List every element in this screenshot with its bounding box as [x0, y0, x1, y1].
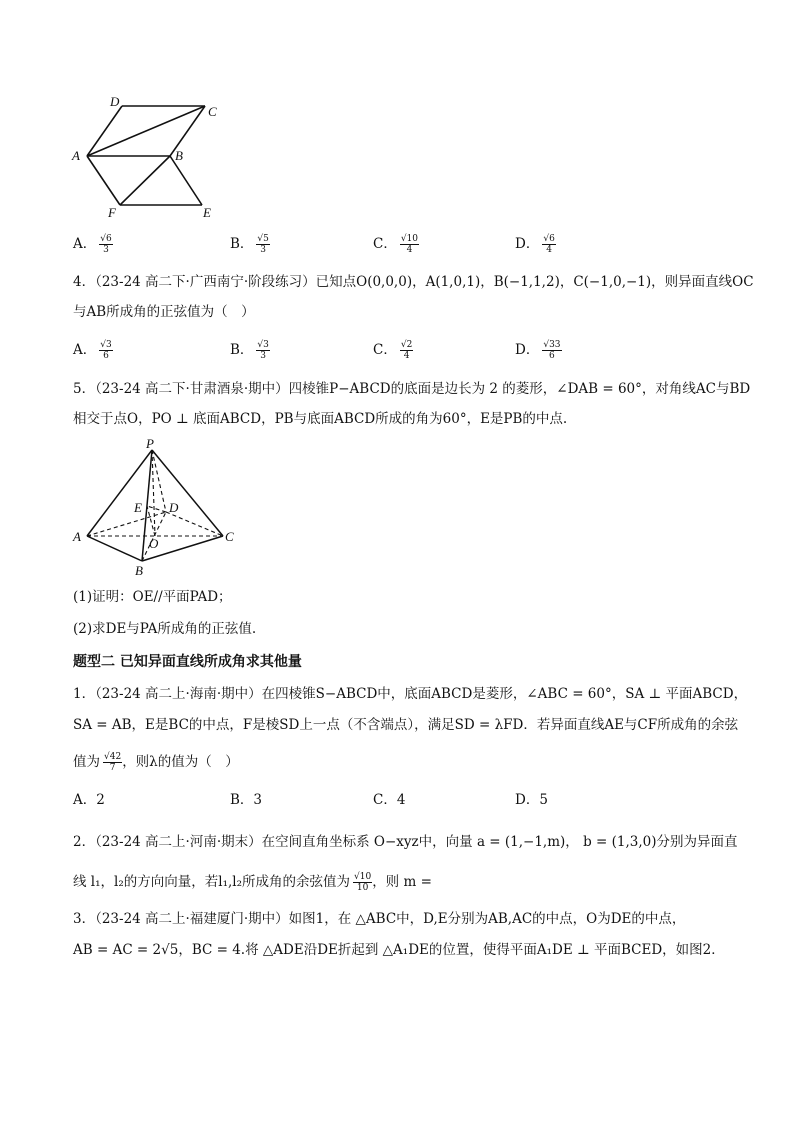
label-E: E: [134, 500, 142, 515]
figure-parallelogram-diagram: [60, 90, 240, 225]
label-B: B: [135, 563, 143, 578]
q4-option-d: D． $\frac{√33}{6}$: [515, 340, 561, 361]
label-D: D: [110, 94, 120, 109]
p1-option-d: D．5: [515, 792, 548, 808]
p1-line3: 值为 $\frac{√42}{7}$ ，则λ的值为（ ）: [73, 752, 239, 773]
p3-line1: 3．（23-24 高二上·福建厦门·期中）如图1，在 △ABC中，D,E分别为AB,AC的中点，O为DE的中点，: [73, 911, 686, 927]
edge-PO: [152, 450, 155, 536]
q4-option-b: B． $\frac{√3}{3}$: [230, 340, 269, 361]
p3-line2: AB = AC = 2√5，BC = 4.将 △ADE沿DE折起到 △A₁DE的位置，使得平面A₁DE ⊥ 平面BCED，如图2．: [73, 942, 725, 958]
edge-DE: [147, 506, 166, 512]
edge-PC: [152, 450, 223, 536]
p1-option-b: B．3: [230, 792, 263, 808]
label-P: P: [146, 438, 154, 451]
label-E: E: [203, 205, 211, 220]
label-C: C: [225, 529, 234, 544]
edge-PA: [87, 450, 152, 536]
p1-line1: 1．（23-24 高二上·海南·期中）在四棱锥S−ABCD中，底面ABCD是菱形，∠ABC = 60°，SA ⊥ 平面ABCD，: [73, 686, 748, 702]
p1-option-a: A．2: [73, 792, 105, 808]
q3-option-d: D． $\frac{√6}{4}$: [515, 234, 555, 255]
q3-option-b: B． $\frac{√5}{3}$: [230, 234, 269, 255]
label-B: B: [175, 148, 183, 163]
q5-line1: 5．（23-24 高二下·甘肃酒泉·期中）四棱锥P−ABCD的底面是边长为 2 的菱形，∠DAB = 60°，对角线AC与BD: [73, 381, 751, 397]
label-D: D: [169, 500, 179, 515]
q3-option-a: A． $\frac{√6}{3}$: [73, 234, 112, 255]
label-F: F: [108, 205, 116, 220]
p1-option-c: C．4: [373, 792, 406, 808]
edge-FB: [120, 156, 170, 205]
label-O: O: [149, 536, 159, 551]
q5-part1: (1)证明：OE//平面PAD；: [73, 589, 232, 605]
q4-line2: 与AB所成角的正弦值为（ ）: [73, 304, 255, 320]
figure-pyramid-diagram: [65, 438, 245, 578]
q3-option-c: C． $\frac{√10}{4}$: [373, 234, 419, 255]
edge-AB: [87, 536, 142, 561]
label-C: C: [208, 104, 217, 119]
q4-line1: 4．（23-24 高二下·广西南宁·阶段练习）已知点O(0,0,0)，A(1,0,1)，B(−1,1,2)，C(−1,0,−1)，则异面直线OC: [73, 274, 754, 290]
section-heading: 题型二 已知异面直线所成角求其他量: [73, 654, 302, 670]
edge-DC: [166, 512, 223, 536]
q4-option-c: C． $\frac{√2}{4}$: [373, 340, 413, 361]
q5-part2: (2)求DE与PA所成角的正弦值.: [73, 621, 257, 637]
label-A: A: [72, 148, 80, 163]
edge-AF: [87, 156, 120, 205]
label-A: A: [73, 529, 81, 544]
p1-line2: SA = AB，E是BC的中点，F是棱SD上一点（不含端点），满足SD = λFD．若异面直线AE与CF所成角的余弦: [73, 717, 739, 733]
edge-BE: [170, 156, 202, 205]
q4-option-a: A． $\frac{√3}{6}$: [73, 340, 112, 361]
q5-line2: 相交于点O，PO ⊥ 底面ABCD，PB与底面ABCD所成的角为60°，E是PB的中点.: [73, 411, 568, 427]
edge-OE: [147, 506, 155, 536]
p2-line2: 线 l₁，l₂的方向向量，若l₁,l₂所成角的余弦值为 $\frac{√10}{10}$ ，则 m =: [73, 872, 432, 893]
p2-line1: 2．（23-24 高二上·河南·期末）在空间直角坐标系 O−xyz中，向量 a = (1,−1,m)， b = (1,3,0)分别为异面直: [73, 834, 738, 850]
